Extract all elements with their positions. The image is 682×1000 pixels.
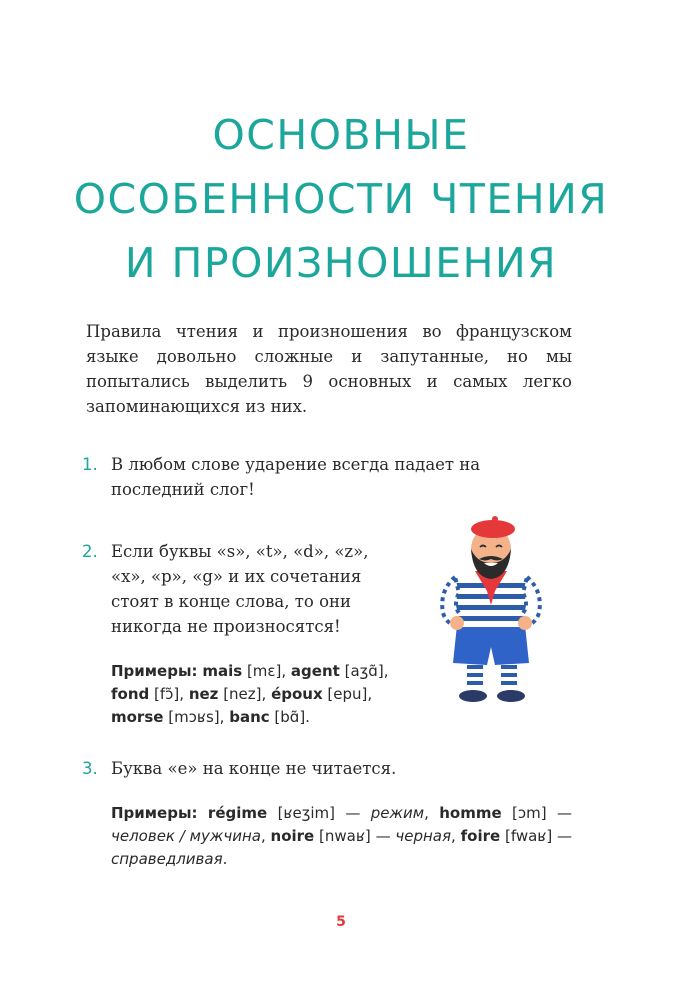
title-line-2: ОСОБЕННОСТИ ЧТЕНИЯ bbox=[73, 175, 609, 223]
rule-text: Если буквы «s», «t», «d», «z», «x», «p», «g» и их сочетания стоят в конце слова, то они никогда не произносятся! bbox=[111, 542, 369, 636]
example-word: morse bbox=[111, 708, 164, 726]
rule-item-2 bbox=[82, 539, 400, 729]
example-translation: человек / мужчина bbox=[111, 827, 261, 845]
example-ipa: [bɑ̃] bbox=[274, 708, 306, 726]
french-sailor-illustration bbox=[435, 513, 547, 705]
title-line-1: ОСНОВНЫЕ bbox=[212, 111, 470, 159]
examples-block: Примеры: régime [ʁeʒim] — режим, homme [ɔm] — человек / мужчина, noire [nwaʁ] — черная, foire [fwaʁ] — справедливая. bbox=[111, 804, 573, 868]
example-word: mais bbox=[202, 662, 243, 680]
example-word: banc bbox=[229, 708, 270, 726]
rule-item-3 bbox=[82, 756, 572, 871]
rule-item-1 bbox=[82, 452, 572, 502]
rule-text: В любом слове ударение всегда падает на последний слог! bbox=[111, 455, 481, 499]
example-translation: режим bbox=[370, 804, 425, 822]
example-word: agent bbox=[290, 662, 340, 680]
rule-text: Буква «e» на конце не читается. bbox=[111, 759, 397, 778]
title-line-3: И ПРОИЗНОШЕНИЯ bbox=[124, 239, 558, 287]
page-title bbox=[0, 103, 682, 295]
example-translation: справедливая bbox=[111, 850, 223, 868]
intro-paragraph: Правила чтения и произношения во французском языке довольно сложные и запутанные, но мы попытались выделить 9 основных и самых легко запоминающихся из них. bbox=[86, 322, 572, 416]
example-word: époux bbox=[271, 685, 323, 703]
example-word: nez bbox=[188, 685, 219, 703]
example-word: foire bbox=[460, 827, 501, 845]
page-number: 5 bbox=[336, 914, 346, 930]
example-ipa: [aʒɑ̃] bbox=[344, 662, 384, 680]
examples-label: Примеры: bbox=[111, 804, 198, 822]
example-word: régime bbox=[207, 804, 268, 822]
example-ipa: [epu] bbox=[327, 685, 368, 703]
example-word: fond bbox=[111, 685, 150, 703]
rule-number: 1. bbox=[82, 455, 98, 474]
example-ipa: [ɔm] bbox=[512, 804, 547, 822]
example-ipa: [ʁeʒim] bbox=[277, 804, 335, 822]
example-word: noire bbox=[270, 827, 315, 845]
example-ipa: [mɛ] bbox=[246, 662, 282, 680]
rule-number: 3. bbox=[82, 759, 98, 778]
example-translation: черная bbox=[395, 827, 452, 845]
example-word: homme bbox=[439, 804, 502, 822]
example-ipa: [nez] bbox=[223, 685, 262, 703]
rule-number: 2. bbox=[82, 542, 98, 561]
example-ipa: [mɔʁs] bbox=[168, 708, 220, 726]
examples-label: Примеры: bbox=[111, 662, 198, 680]
example-ipa: [nwaʁ] bbox=[319, 827, 371, 845]
example-ipa: [fɔ̃] bbox=[154, 685, 180, 703]
examples-block: Примеры: mais [mɛ], agent [aʒɑ̃], fond [fɔ̃], nez [nez], époux [epu], morse [mɔʁs], banc [bɑ̃]. bbox=[111, 662, 389, 726]
example-ipa: [fwaʁ] bbox=[504, 827, 553, 845]
